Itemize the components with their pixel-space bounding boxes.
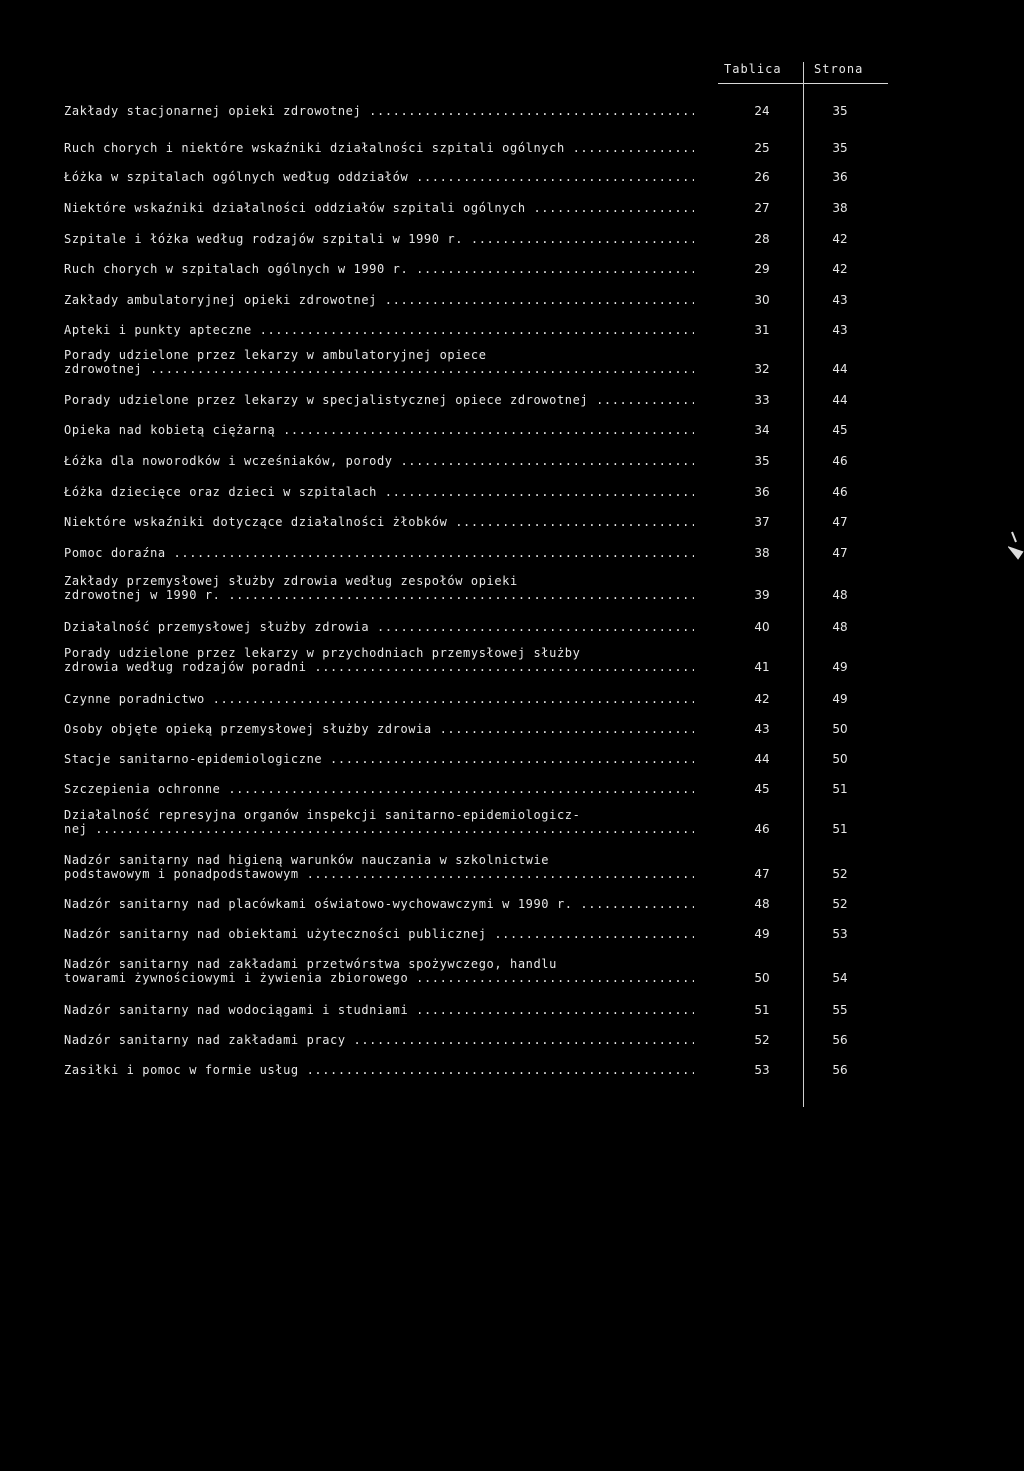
table-number: 38	[754, 546, 770, 560]
entry-title-line1: Nadzór sanitarny nad zakładami przetwórstwa spożywczego, handlu	[64, 957, 557, 971]
page-number: 55	[832, 1003, 848, 1017]
entry-title-line1: Opieka nad kobietą ciężarną .....	[64, 423, 694, 437]
table-number: 41	[754, 660, 770, 674]
table-number: 40	[754, 620, 770, 634]
entry-title	[64, 348, 694, 376]
entry-title	[64, 927, 694, 941]
page-number: 43	[832, 293, 848, 307]
entry-title-line1: Porady udzielone przez lekarzy w przychodniach przemysłowej służby	[64, 646, 581, 660]
table-number: 50	[754, 971, 770, 985]
table-number: 32	[754, 362, 770, 376]
page-number: 45	[832, 423, 848, 437]
entry-title-line1: Porady udzielone przez lekarzy w ambulatoryjnej opiece	[64, 348, 487, 362]
page-number: 52	[832, 897, 848, 911]
table-number: 30	[754, 293, 770, 307]
entry-title	[64, 262, 694, 276]
entry-title-line1: Nadzór sanitarny nad wodociągami i studniami .....	[64, 1003, 694, 1017]
page-number: 52	[832, 867, 848, 881]
page-number: 48	[832, 620, 848, 634]
entry-title	[64, 293, 694, 307]
entry-title	[64, 752, 694, 766]
entry-title-line2: zdrowia według rodzajów poradni .....	[64, 660, 694, 674]
entry-title-line1: Zakłady ambulatoryjnej opieki zdrowotnej .....	[64, 293, 694, 307]
table-number: 43	[754, 722, 770, 736]
page-number: 56	[832, 1033, 848, 1047]
entry-title-line1: Nadzór sanitarny nad zakładami pracy .....	[64, 1033, 694, 1047]
table-number: 25	[754, 141, 770, 155]
page-number: 35	[832, 104, 848, 118]
table-number: 34	[754, 423, 770, 437]
table-number: 27	[754, 201, 770, 215]
entry-title	[64, 104, 694, 118]
page-column-label: Strona	[814, 62, 864, 76]
entry-title-line1: Szpitale i łóżka według rodzajów szpitali w 1990 r. .....	[64, 232, 694, 246]
entry-title	[64, 1063, 694, 1077]
entry-title-line1: Łóżka dla noworodków i wcześniaków, porody .....	[64, 454, 694, 468]
table-number: 29	[754, 262, 770, 276]
entry-title-line1: Niektóre wskaźniki dotyczące działalności żłobków .....	[64, 515, 694, 529]
entry-title	[64, 423, 694, 437]
entry-title	[64, 782, 694, 796]
page-number: 44	[832, 393, 848, 407]
page-number: 36	[832, 170, 848, 184]
page-number: 47	[832, 515, 848, 529]
entry-title	[64, 141, 694, 155]
page-number: 46	[832, 485, 848, 499]
entry-title-line1: Niektóre wskaźniki działalności oddziałów szpitali ogólnych .....	[64, 201, 694, 215]
table-number: 53	[754, 1063, 770, 1077]
table-number: 31	[754, 323, 770, 337]
entry-title-line1: Ruch chorych i niektóre wskaźniki działalności szpitali ogólnych .....	[64, 141, 694, 155]
table-number: 42	[754, 692, 770, 706]
table-number: 28	[754, 232, 770, 246]
page-number: 42	[832, 232, 848, 246]
table-number: 45	[754, 782, 770, 796]
page-number: 43	[832, 323, 848, 337]
scan-artifact-mark	[1008, 528, 1024, 568]
entry-title	[64, 957, 694, 985]
entry-title	[64, 722, 694, 736]
page-number: 53	[832, 927, 848, 941]
entry-title	[64, 853, 694, 881]
entry-title-line1: Zakłady stacjonarnej opieki zdrowotnej .....	[64, 104, 694, 118]
table-number: 46	[754, 822, 770, 836]
page-number: 44	[832, 362, 848, 376]
page-number: 51	[832, 782, 848, 796]
entry-title	[64, 897, 694, 911]
table-number: 39	[754, 588, 770, 602]
page-number: 50	[832, 722, 848, 736]
table-column-label: Tablica	[724, 62, 782, 76]
table-number: 33	[754, 393, 770, 407]
entry-title	[64, 808, 694, 836]
table-number: 48	[754, 897, 770, 911]
entry-title-line1: Zakłady przemysłowej służby zdrowia według zespołów opieki	[64, 574, 518, 588]
entry-title-line1: Nadzór sanitarny nad higieną warunków nauczania w szkolnictwie	[64, 853, 550, 867]
page-number: 49	[832, 660, 848, 674]
entry-title	[64, 692, 694, 706]
entry-title	[64, 201, 694, 215]
entry-title-line1: Porady udzielone przez lekarzy w specjalistycznej opiece zdrowotnej .....	[64, 393, 694, 407]
entry-title	[64, 546, 694, 560]
page-number: 49	[832, 692, 848, 706]
entry-title-line1: Łóżka dziecięce oraz dzieci w szpitalach .....	[64, 485, 694, 499]
page-number: 51	[832, 822, 848, 836]
entry-title-line2: zdrowotnej .....	[64, 362, 694, 376]
table-number: 44	[754, 752, 770, 766]
column-divider	[803, 62, 804, 1107]
entry-title-line2: zdrowotnej w 1990 r. .....	[64, 588, 694, 602]
page-number: 42	[832, 262, 848, 276]
entry-title-line1: Szczepienia ochronne .....	[64, 782, 694, 796]
page-number: 56	[832, 1063, 848, 1077]
page-number: 54	[832, 971, 848, 985]
entry-title-line1: Nadzór sanitarny nad obiektami użyteczności publicznej .....	[64, 927, 694, 941]
entry-title	[64, 323, 694, 337]
entry-title-line1: Łóżka w szpitalach ogólnych według oddziałów .....	[64, 170, 694, 184]
page-number: 47	[832, 546, 848, 560]
table-number: 36	[754, 485, 770, 499]
entry-title-line1: Działalność przemysłowej służby zdrowia .....	[64, 620, 694, 634]
entry-title	[64, 646, 694, 674]
entry-title-line2: towarami żywnościowymi i żywienia zbiorowego .....	[64, 971, 694, 985]
entry-title-line2: nej .....	[64, 822, 694, 836]
page-number: 46	[832, 454, 848, 468]
table-number: 49	[754, 927, 770, 941]
table-number: 51	[754, 1003, 770, 1017]
page-number: 50	[832, 752, 848, 766]
entry-title	[64, 515, 694, 529]
entry-title	[64, 485, 694, 499]
table-number: 24	[754, 104, 770, 118]
entry-title-line1: Osoby objęte opieką przemysłowej służby zdrowia .....	[64, 722, 694, 736]
entry-title-line1: Ruch chorych w szpitalach ogólnych w 1990 r. .....	[64, 262, 694, 276]
table-number: 52	[754, 1033, 770, 1047]
table-number: 35	[754, 454, 770, 468]
entry-title	[64, 393, 694, 407]
entry-title	[64, 620, 694, 634]
entry-title-line1: Czynne poradnictwo .....	[64, 692, 694, 706]
entry-title-line1: Nadzór sanitarny nad placówkami oświatowo-wychowawczymi w 1990 r. .....	[64, 897, 694, 911]
entry-title	[64, 232, 694, 246]
entry-title-line2: podstawowym i ponadpodstawowym .....	[64, 867, 694, 881]
entry-title	[64, 1033, 694, 1047]
table-number: 26	[754, 170, 770, 184]
page-number: 38	[832, 201, 848, 215]
page-number: 35	[832, 141, 848, 155]
table-number: 37	[754, 515, 770, 529]
entry-title-line1: Działalność represyjna organów inspekcji sanitarno-epidemiologicz-	[64, 808, 581, 822]
entry-title-line1: Pomoc doraźna .....	[64, 546, 694, 560]
page-number: 48	[832, 588, 848, 602]
table-number: 47	[754, 867, 770, 881]
entry-title	[64, 574, 694, 602]
entry-title-line1: Apteki i punkty apteczne .....	[64, 323, 694, 337]
entry-title-line1: Stacje sanitarno-epidemiologiczne .....	[64, 752, 694, 766]
entry-title	[64, 170, 694, 184]
entry-title	[64, 1003, 694, 1017]
entry-title	[64, 454, 694, 468]
entry-title-line1: Zasiłki i pomoc w formie usług .....	[64, 1063, 694, 1077]
